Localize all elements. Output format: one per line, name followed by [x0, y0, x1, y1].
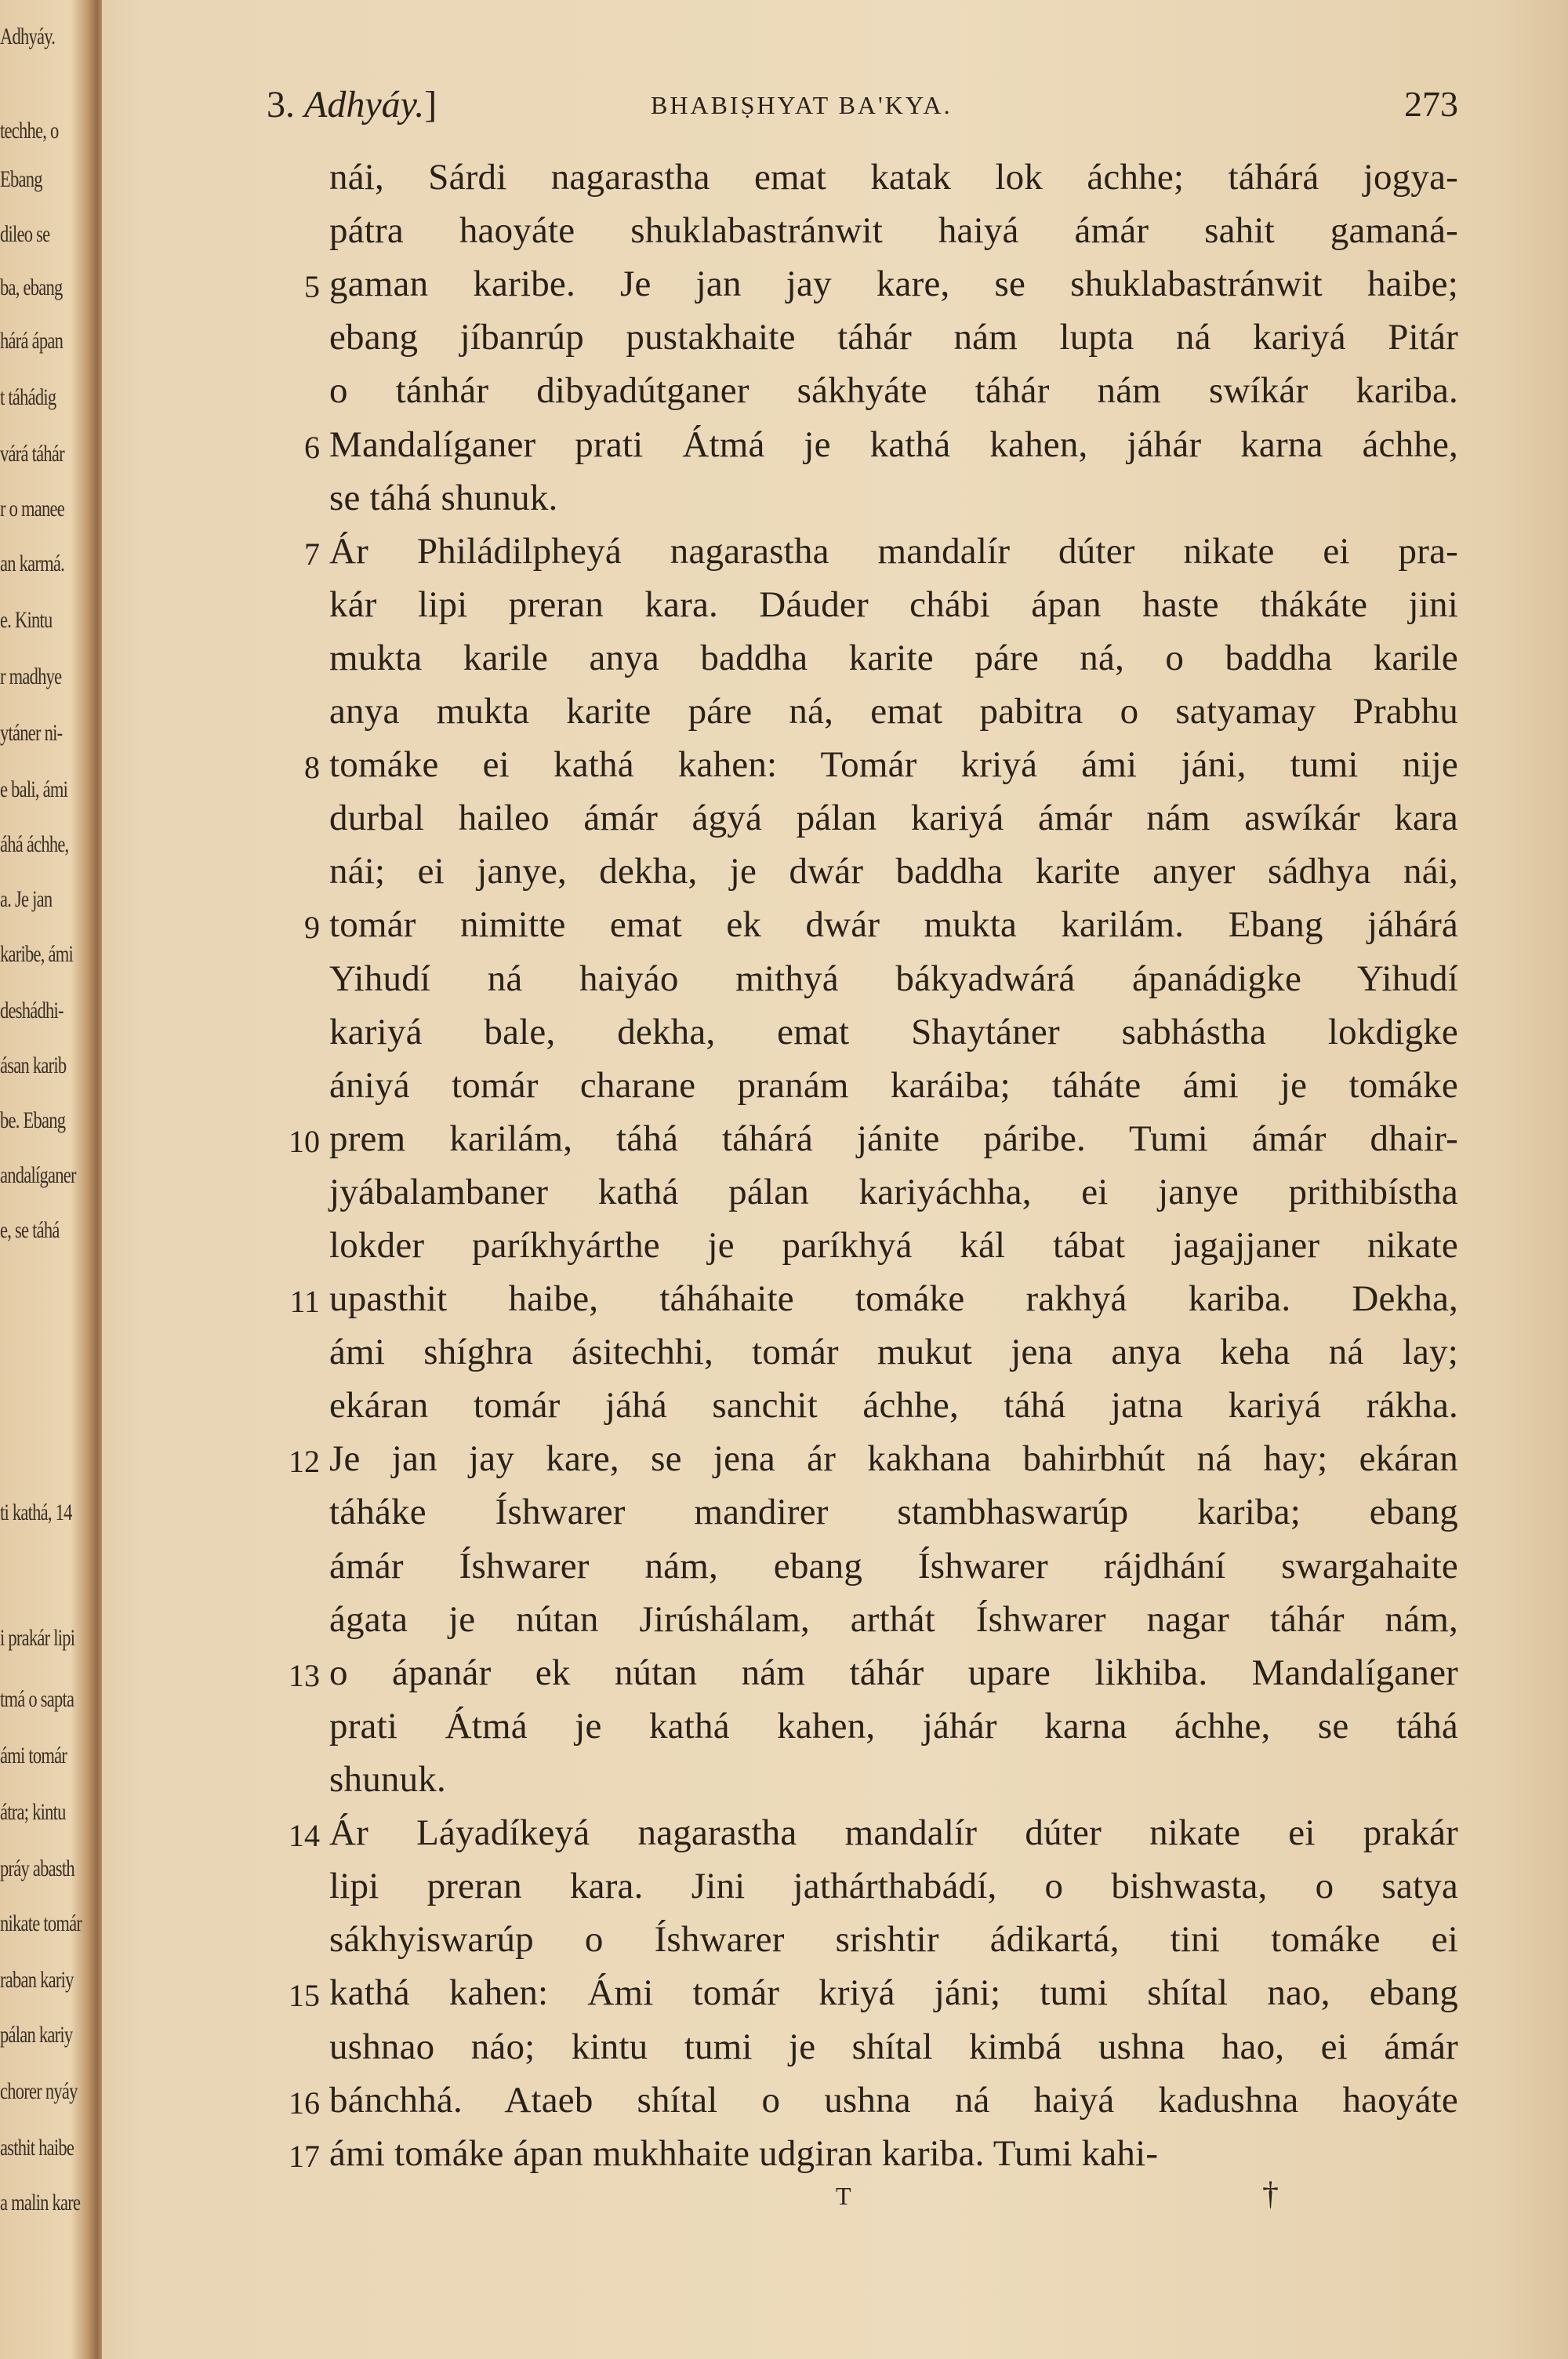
margin-line: asthit haibe — [0, 2135, 74, 2161]
text-line: shunuk. — [329, 1759, 446, 1800]
text-line: gaman karibe. Je jan jay kare, se shuklabastránwit haibe; — [329, 264, 1458, 304]
text-line: Ár Láyadíkeyá nagarastha mandalír dúter nikate ei prakár — [329, 1812, 1458, 1853]
text-line: bánchhá. Ataeb shítal o ushna ná haiyá kadushna haoyáte — [329, 2080, 1458, 2121]
margin-line: dileo se — [0, 221, 50, 247]
margin-line: nikate tomár — [0, 1910, 82, 1936]
text-line: Ár Philádilpheyá nagarastha mandalír dúter nikate ei pra- — [329, 531, 1458, 572]
margin-line: Adhyáy. — [0, 24, 56, 49]
margin-line: ba, ebang — [0, 274, 63, 300]
verse-number: 9 — [304, 910, 320, 945]
text-line: prati Átmá je kathá kahen, jáhár karna áchhe, se táhá — [329, 1706, 1458, 1747]
text-line: kathá kahen: Ámi tomár kriyá jáni; tumi shítal nao, ebang — [329, 1972, 1458, 2013]
page-number: 273 — [1404, 84, 1458, 124]
chapter-word: Adhyáy. — [304, 84, 425, 125]
text-line: táháke Íshwarer mandirer stambhaswarúp kariba; ebang — [329, 1492, 1458, 1532]
margin-line: ámi tomár — [0, 1743, 67, 1768]
verse-number: 12 — [289, 1444, 320, 1479]
verse-number: 16 — [289, 2085, 320, 2121]
margin-line: áhá áchhe, — [0, 831, 69, 857]
margin-line: átra; kintu — [0, 1799, 66, 1825]
margin-line: ytáner ni- — [0, 720, 63, 746]
text-line: ebang jíbanrúp pustakhaite táhár nám lupta ná kariyá Pitár — [329, 317, 1458, 358]
text-line: se táhá shunuk. — [329, 478, 558, 518]
text-line: ekáran tomár jáhá sanchit áchhe, táhá jatna kariyá rákha. — [329, 1385, 1458, 1426]
margin-line: chorer nyáy — [0, 2078, 78, 2104]
margin-line: r madhye — [0, 663, 62, 689]
margin-line: deshádhi- — [0, 998, 64, 1023]
margin-line: r o manee — [0, 496, 64, 522]
text-line: lokder paríkhyárthe je paríkhyá kál tábat jagajjaner nikate — [329, 1225, 1458, 1266]
text-line: ágata je nútan Jirúshálam, arthát Íshwarer nagar táhár nám, — [329, 1599, 1458, 1640]
text-line: nái, Sárdi nagarastha emat katak lok áchhe; táhárá jogya- — [329, 157, 1458, 198]
margin-line: a malin kare — [0, 2190, 81, 2215]
signature-mark: T — [836, 2182, 851, 2210]
verse-number: 5 — [304, 269, 320, 304]
text-line: upasthit haibe, táháhaite tomáke rakhyá kariba. Dekha, — [329, 1278, 1458, 1319]
chapter-number: 3. — [267, 84, 295, 125]
margin-line: e bali, ámi — [0, 776, 68, 802]
margin-line: techhe, o — [0, 118, 59, 144]
text-line: o ápanár ek nútan nám táhár upare likhiba. Mandalíganer — [329, 1652, 1458, 1693]
text-line: jyábalambaner kathá pálan kariyáchha, ei janye prithibístha — [329, 1172, 1458, 1212]
margin-line: an karmá. — [0, 551, 64, 576]
margin-line: tmá o sapta — [0, 1686, 74, 1712]
text-line: Yihudí ná haiyáo mithyá bákyadwárá ápanádigke Yihudí — [329, 958, 1458, 999]
text-line: pátra haoyáte shuklabastránwit haiyá ámár sahit gamaná- — [329, 210, 1458, 251]
running-title: BHABIṢHYAT BA'KYA. — [651, 91, 953, 119]
text-line: anya mukta karite páre ná, emat pabitra o satyamay Prabhu — [329, 691, 1458, 732]
text-line: durbal haileo ámár ágyá pálan kariyá ámár nám aswíkár kara — [329, 798, 1458, 838]
text-line: sákhyiswarúp o Íshwarer srishtir ádikartá, tini tomáke ei — [329, 1919, 1458, 1960]
verse-number: 15 — [289, 1978, 320, 2013]
verse-number: 6 — [304, 430, 320, 465]
text-line: tomáke ei kathá kahen: Tomár kriyá ámi jáni, tumi nije — [329, 744, 1458, 785]
verse-number: 10 — [289, 1124, 320, 1159]
margin-line: andalíganer — [0, 1162, 76, 1188]
verse-number: 17 — [289, 2139, 320, 2174]
margin-line: i prakár lipi — [0, 1625, 75, 1651]
verse-number: 14 — [289, 1818, 320, 1853]
text-line: ániyá tomár charane pranám karáiba; táháte ámi je tomáke — [329, 1065, 1458, 1106]
margin-line: raban kariy — [0, 1967, 74, 1993]
text-line: ámi shíghra ásitechhi, tomár mukut jena anya keha ná lay; — [329, 1332, 1458, 1372]
margin-line: t táhádig — [0, 384, 56, 410]
margin-line: Ebang — [0, 166, 42, 192]
text-line: kár lipi preran kara. Dáuder chábi ápan haste thákáte jini — [329, 584, 1458, 625]
margin-line: várá táhár — [0, 441, 64, 467]
margin-line: ásan karib — [0, 1052, 67, 1078]
text-line: ámár Íshwarer nám, ebang Íshwarer rájdhání swargahaite — [329, 1546, 1458, 1587]
verse-number: 7 — [304, 536, 320, 572]
margin-line: pálan kariy — [0, 2022, 73, 2048]
text-line: mukta karile anya baddha karite páre ná, o baddha karile — [329, 638, 1458, 678]
margin-line: e, se táhá — [0, 1217, 60, 1243]
margin-line: e. Kintu — [0, 607, 53, 633]
text-line: o tánhár dibyadútganer sákhyáte táhár nám swíkár kariba. — [329, 370, 1458, 411]
text-line: prem karilám, táhá táhárá jánite páribe. Tumi ámár dhair- — [329, 1118, 1458, 1159]
margin-line: práy abasth — [0, 1856, 74, 1881]
margin-line: karibe, ámi — [0, 941, 73, 967]
text-line: ushnao náo; kintu tumi je shítal kimbá ushna hao, ei ámár — [329, 2026, 1458, 2067]
verse-number: 8 — [304, 750, 320, 785]
margin-line: be. Ebang — [0, 1107, 66, 1133]
verse-number: 11 — [289, 1284, 320, 1319]
margin-line: a. Je jan — [0, 886, 53, 912]
verse-number: 13 — [289, 1658, 320, 1693]
margin-line: ti kathá, 14 — [0, 1499, 72, 1525]
text-line: tomár nimitte emat ek dwár mukta karilám. Ebang jáhárá — [329, 904, 1458, 945]
text-line: nái; ei janye, dekha, je dwár baddha karite anyer sádhya nái, — [329, 851, 1458, 892]
text-line: kariyá bale, dekha, emat Shaytáner sabhástha lokdigke — [329, 1012, 1458, 1052]
dagger-mark: † — [1262, 2176, 1279, 2212]
chapter-bracket: ] — [424, 84, 437, 125]
text-line: lipi preran kara. Jini jathárthabádí, o bishwasta, o satya — [329, 1866, 1458, 1906]
text-line: Mandalíganer prati Átmá je kathá kahen, jáhár karna áchhe, — [329, 424, 1458, 465]
text-line: Je jan jay kare, se jena ár kakhana bahirbhút ná hay; ekáran — [329, 1438, 1458, 1479]
text-line: ámi tomáke ápan mukhhaite udgiran kariba. Tumi kahi- — [329, 2133, 1159, 2174]
margin-line: hárá ápan — [0, 328, 64, 354]
